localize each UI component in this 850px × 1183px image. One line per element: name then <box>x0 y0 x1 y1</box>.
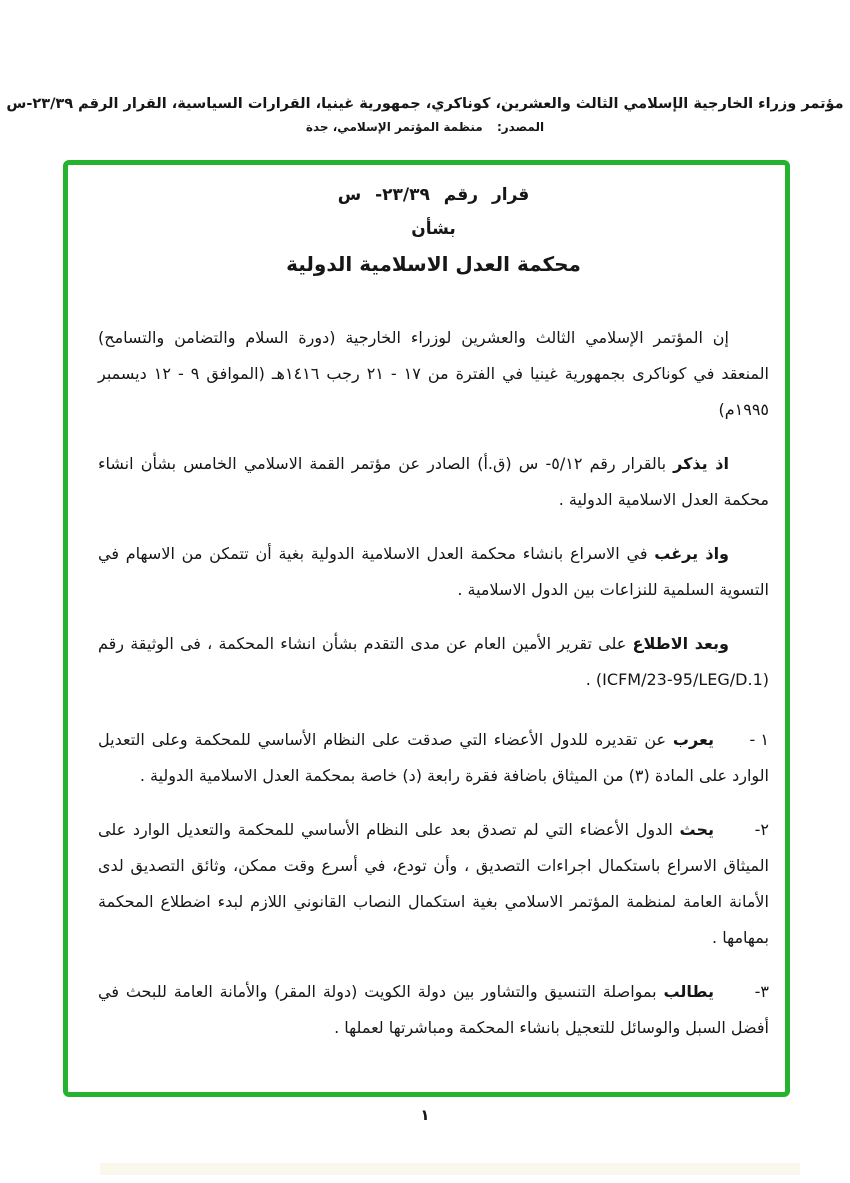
preamble-paragraph-4 <box>98 626 769 698</box>
resolution-title-block <box>98 185 769 276</box>
preamble-paragraph-1 <box>98 320 769 428</box>
document-source-header <box>0 96 850 134</box>
resolution-highlight-box <box>63 160 790 1097</box>
preamble-text: في الاسراع بانشاء محكمة العدل الاسلامية الدولية بغية أن تتمكن من الاسهام في التسوية السلمية للنزاعات بين الدول الاسلامية . <box>98 544 769 599</box>
item-lead: يحث <box>679 820 714 839</box>
operative-item-2 <box>98 812 769 956</box>
subject-title: محكمة العدل الاسلامية الدولية <box>286 252 581 276</box>
operative-item-3 <box>98 974 769 1046</box>
item-text: الدول الأعضاء التي لم تصدق بعد على النظام الأساسي للمحكمة والتعديل الوارد على الميثاق الاسراع باستكمال اجراءات التصديق ، وأن تودع، في أسرع وقت ممكن، وثائق التصديق لدى الأمانة العامة لمنظمة المؤتمر الاسلامي بغية استكمال النصاب القانوني اللازم لبدء اضطلاع المحكمة بمهامها . <box>98 820 769 947</box>
preamble-lead: واذ يرغب <box>654 544 730 563</box>
resolution-body <box>98 320 769 1046</box>
preamble-paragraph-2 <box>98 446 769 518</box>
source-value: منظمة المؤتمر الإسلامي، جدة <box>305 120 483 134</box>
preamble-text: إن المؤتمر الإسلامي الثالث والعشرين لوزراء الخارجية (دورة السلام والتضامن والتسامح) المنعقد في كوناكرى بجمهورية غينيا في الفترة من ١٧ - ٢١ رجب ١٤١٦هـ (الموافق ٩ - ١٢ ديسمبر ١٩٩٥م) <box>98 328 770 419</box>
preamble-lead: وبعد الاطلاع <box>632 634 730 653</box>
item-number: ١ - <box>749 730 769 749</box>
item-text-paragraph <box>98 722 769 794</box>
preamble-text: على تقرير الأمين العام عن مدى التقدم بشأن انشاء المحكمة ، فى الوثيقة رقم (ICFM/23-95/LEG/D.1) . <box>98 634 769 689</box>
preamble-text: بالقرار رقم ٥/١٢- س (ق.أ) الصادر عن مؤتمر القمة الاسلامي الخامس بشأن انشاء محكمة العدل الاسلامية الدولية . <box>98 454 769 509</box>
item-number: ٣- <box>754 982 769 1001</box>
item-text: عن تقديره للدول الأعضاء التي صدقت على النظام الأساسي للمحكمة وعلى التعديل الوارد على المادة (٣) من الميثاق باضافة فقرة رابعة (د) خاصة بمحكمة العدل الاسلامية الدولية . <box>98 730 769 785</box>
item-text: بمواصلة التنسيق والتشاور بين دولة الكويت (دولة المقر) والأمانة العامة للبحث في أفضل السبل والوسائل للتعجيل بانشاء المحكمة ومباشرتها لعملها . <box>98 982 769 1037</box>
conference-reference-line: مؤتمر وزراء الخارجية الإسلامي الثالث والعشرين، كوناكري، جمهورية غينيا، القرارات السياسية، القرار الرقم ٢٣/٣٩-س <box>6 96 844 112</box>
preamble-paragraph-3 <box>98 536 769 608</box>
regarding-title: بشأن <box>411 219 456 239</box>
item-text-paragraph <box>98 812 769 956</box>
resolution-number-title: قرار رقم ٢٣/٣٩- س <box>337 185 530 205</box>
item-text-paragraph <box>98 974 769 1046</box>
scan-artifact <box>100 1163 800 1175</box>
source-line <box>0 120 850 134</box>
item-lead: يعرب <box>672 730 714 749</box>
preamble-lead: اذ يذكر <box>673 454 729 473</box>
source-label: المصدر: <box>496 120 545 134</box>
operative-item-1 <box>98 722 769 794</box>
item-lead: يطالب <box>663 982 714 1001</box>
item-number: ٢- <box>754 820 769 839</box>
page-number: ١ <box>420 1106 430 1124</box>
